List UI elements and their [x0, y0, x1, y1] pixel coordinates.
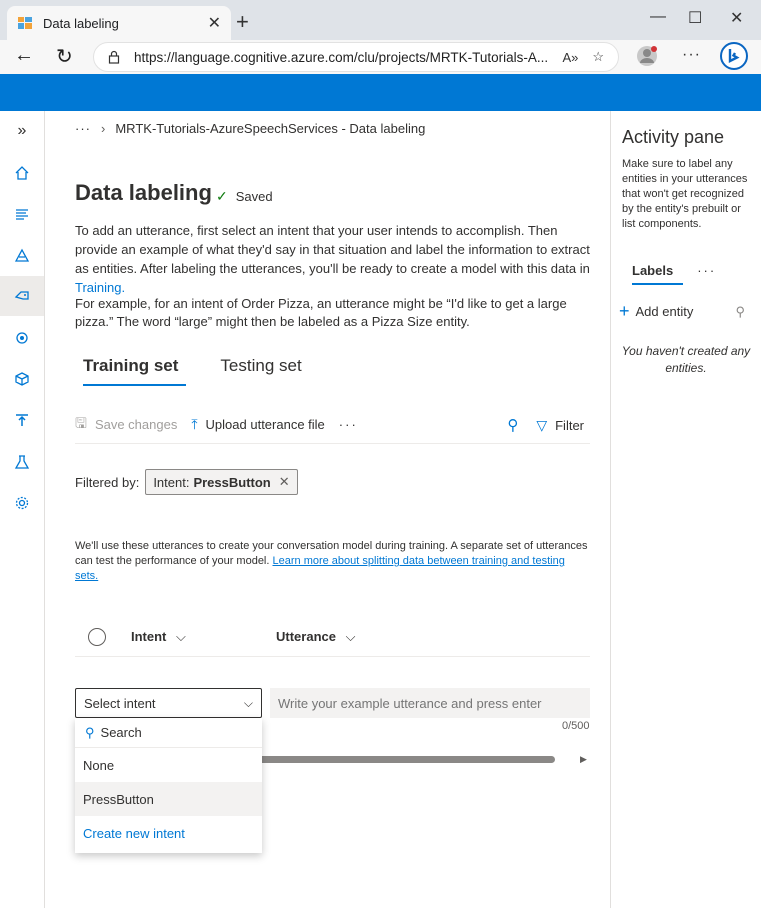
utterance-column-header[interactable] — [276, 629, 355, 645]
minimize-icon[interactable]: — — [650, 8, 666, 25]
address-toolbar — [0, 40, 761, 74]
add-entity-button[interactable] — [619, 301, 759, 322]
schema-icon[interactable] — [0, 194, 44, 234]
chevron-down-icon: ⌵ — [176, 628, 186, 644]
activity-pane-tabs — [622, 255, 761, 285]
filter-button[interactable] — [536, 417, 584, 434]
breadcrumb — [75, 121, 425, 136]
intent-column-label: Intent — [131, 628, 167, 644]
test-flask-icon[interactable] — [0, 442, 44, 482]
save-icon: 🖫 — [75, 414, 87, 431]
add-entity-label: Add entity — [635, 304, 694, 319]
saved-label: Saved — [235, 189, 273, 204]
dropdown-search-placeholder: Search — [100, 725, 142, 740]
split-note-text: We'll use these utterances to create your conversation model during training. A separate set of utterances can test the performance of your model. — [75, 540, 588, 567]
intro-paragraph — [75, 221, 590, 297]
read-aloud-icon[interactable]: A» — [562, 49, 579, 65]
search-icon[interactable]: ⚲ — [735, 303, 745, 319]
activity-pane-description: Make sure to label any entities in your utterances that won't get recognized by the entity's prebuilt or list components. — [622, 158, 748, 230]
intent-select[interactable] — [75, 688, 262, 718]
browser-tab[interactable] — [7, 6, 231, 40]
activity-pane — [610, 111, 761, 908]
utterance-input[interactable] — [270, 688, 590, 718]
pane-more-button[interactable]: ··· — [697, 262, 717, 278]
intent-option-pressbutton[interactable]: PressButton — [75, 782, 262, 816]
build-icon[interactable] — [0, 235, 44, 275]
scroll-right-icon[interactable]: ▶ — [580, 754, 587, 764]
intent-dropdown-menu — [75, 718, 262, 853]
home-icon[interactable] — [0, 153, 44, 193]
url-text: https://language.cognitive.azure.com/clu/projects/MRTK-Tutorials-A... — [134, 49, 549, 65]
intent-column-header[interactable] — [131, 629, 186, 645]
profile-avatar-icon[interactable] — [636, 45, 658, 67]
remove-filter-icon[interactable]: ✕ — [278, 474, 290, 489]
chevron-right-icon: › — [101, 121, 106, 136]
search-icon: ⚲ — [85, 724, 95, 740]
no-entities-message: You haven't created any entities. — [621, 344, 751, 375]
close-tab-icon[interactable]: ✕ — [207, 15, 221, 32]
page-title: Data labeling — [75, 180, 212, 205]
save-changes-button[interactable] — [75, 413, 177, 437]
filter-icon: ▽ — [536, 416, 548, 433]
left-nav-rail — [0, 111, 45, 908]
upload-icon: ⤒ — [191, 416, 198, 432]
back-arrow-icon[interactable]: ← — [14, 44, 34, 66]
plus-icon: + — [619, 301, 630, 321]
more-commands-button[interactable]: ··· — [338, 417, 358, 432]
azure-header-bar — [0, 74, 761, 111]
favorites-star-icon[interactable]: ☆ — [592, 49, 604, 64]
saved-status — [216, 188, 273, 205]
tab-testing-set[interactable]: Testing set — [220, 356, 302, 375]
horizontal-scrollbar[interactable] — [240, 756, 555, 763]
bing-copilot-icon[interactable] — [720, 42, 748, 70]
split-learn-more-link[interactable]: Learn more about splitting data between training and testing sets. — [75, 555, 565, 582]
checkmark-icon: ✓ — [216, 188, 228, 204]
chevron-down-icon: ⌵ — [345, 628, 356, 644]
lock-icon — [108, 50, 120, 64]
url-field[interactable] — [93, 42, 619, 72]
refresh-icon[interactable]: ↻ — [56, 46, 73, 68]
select-all-radio[interactable] — [88, 628, 106, 646]
create-new-intent-link[interactable]: Create new intent — [83, 825, 185, 841]
save-changes-label: Save changes — [94, 417, 178, 432]
command-bar — [75, 406, 590, 444]
expand-nav-icon[interactable]: » — [17, 122, 27, 139]
browser-tab-bar — [0, 0, 761, 40]
filter-summary — [75, 469, 298, 495]
new-tab-icon[interactable]: + — [236, 9, 249, 34]
breadcrumb-current: MRTK-Tutorials-AzureSpeechServices - Data labeling — [115, 121, 426, 136]
utterance-char-counter: 0/500 — [562, 720, 590, 732]
browser-menu-icon[interactable]: ··· — [682, 46, 701, 63]
deploy-icon[interactable] — [0, 400, 44, 440]
data-labeling-icon[interactable] — [0, 276, 44, 316]
split-note — [75, 539, 590, 584]
utterance-table-header — [75, 617, 590, 657]
example-paragraph: For example, for an intent of Order Pizza, an utterance might be “I'd like to get a large pizza.” The word “large” might then be labeled as a Pizza Size entity. — [75, 296, 567, 329]
chevron-down-icon: ⌵ — [243, 695, 253, 710]
filtered-by-label: Filtered by: — [75, 474, 140, 490]
upload-utterance-button[interactable] — [191, 416, 324, 433]
train-icon[interactable] — [0, 318, 44, 358]
tab-labels[interactable]: Labels — [622, 255, 683, 285]
model-icon[interactable] — [0, 359, 44, 399]
upload-label: Upload utterance file — [205, 417, 325, 432]
activity-pane-title: Activity pane — [622, 127, 725, 147]
chip-key: Intent: — [153, 474, 190, 490]
intent-option-none[interactable]: None — [83, 757, 115, 773]
training-link[interactable]: Training. — [75, 280, 126, 295]
close-window-icon[interactable]: ✕ — [730, 10, 744, 27]
breadcrumb-overflow[interactable]: ··· — [75, 121, 91, 136]
chip-value: PressButton — [193, 474, 271, 490]
dropdown-search[interactable] — [75, 718, 262, 748]
set-tabs — [75, 352, 336, 386]
intent-filter-chip[interactable] — [145, 469, 297, 495]
maximize-icon[interactable]: ☐ — [688, 10, 703, 27]
settings-gear-icon[interactable] — [0, 483, 44, 523]
filter-label: Filter — [555, 417, 584, 433]
tab-training-set[interactable]: Training set — [75, 352, 186, 386]
utterance-column-label: Utterance — [276, 628, 336, 644]
intro-text: To add an utterance, first select an intent that your user intends to accomplish. Then provide an example of what they'd say in that situation and label the information to extract as entities. After labeling the utterances, you'll be ready to create a model with this data in — [75, 223, 590, 276]
browser-tab-title: Data labeling — [43, 15, 119, 31]
azure-favicon-icon — [17, 15, 33, 31]
intent-select-value: Select intent — [84, 695, 156, 711]
search-icon[interactable]: ⚲ — [507, 417, 519, 434]
